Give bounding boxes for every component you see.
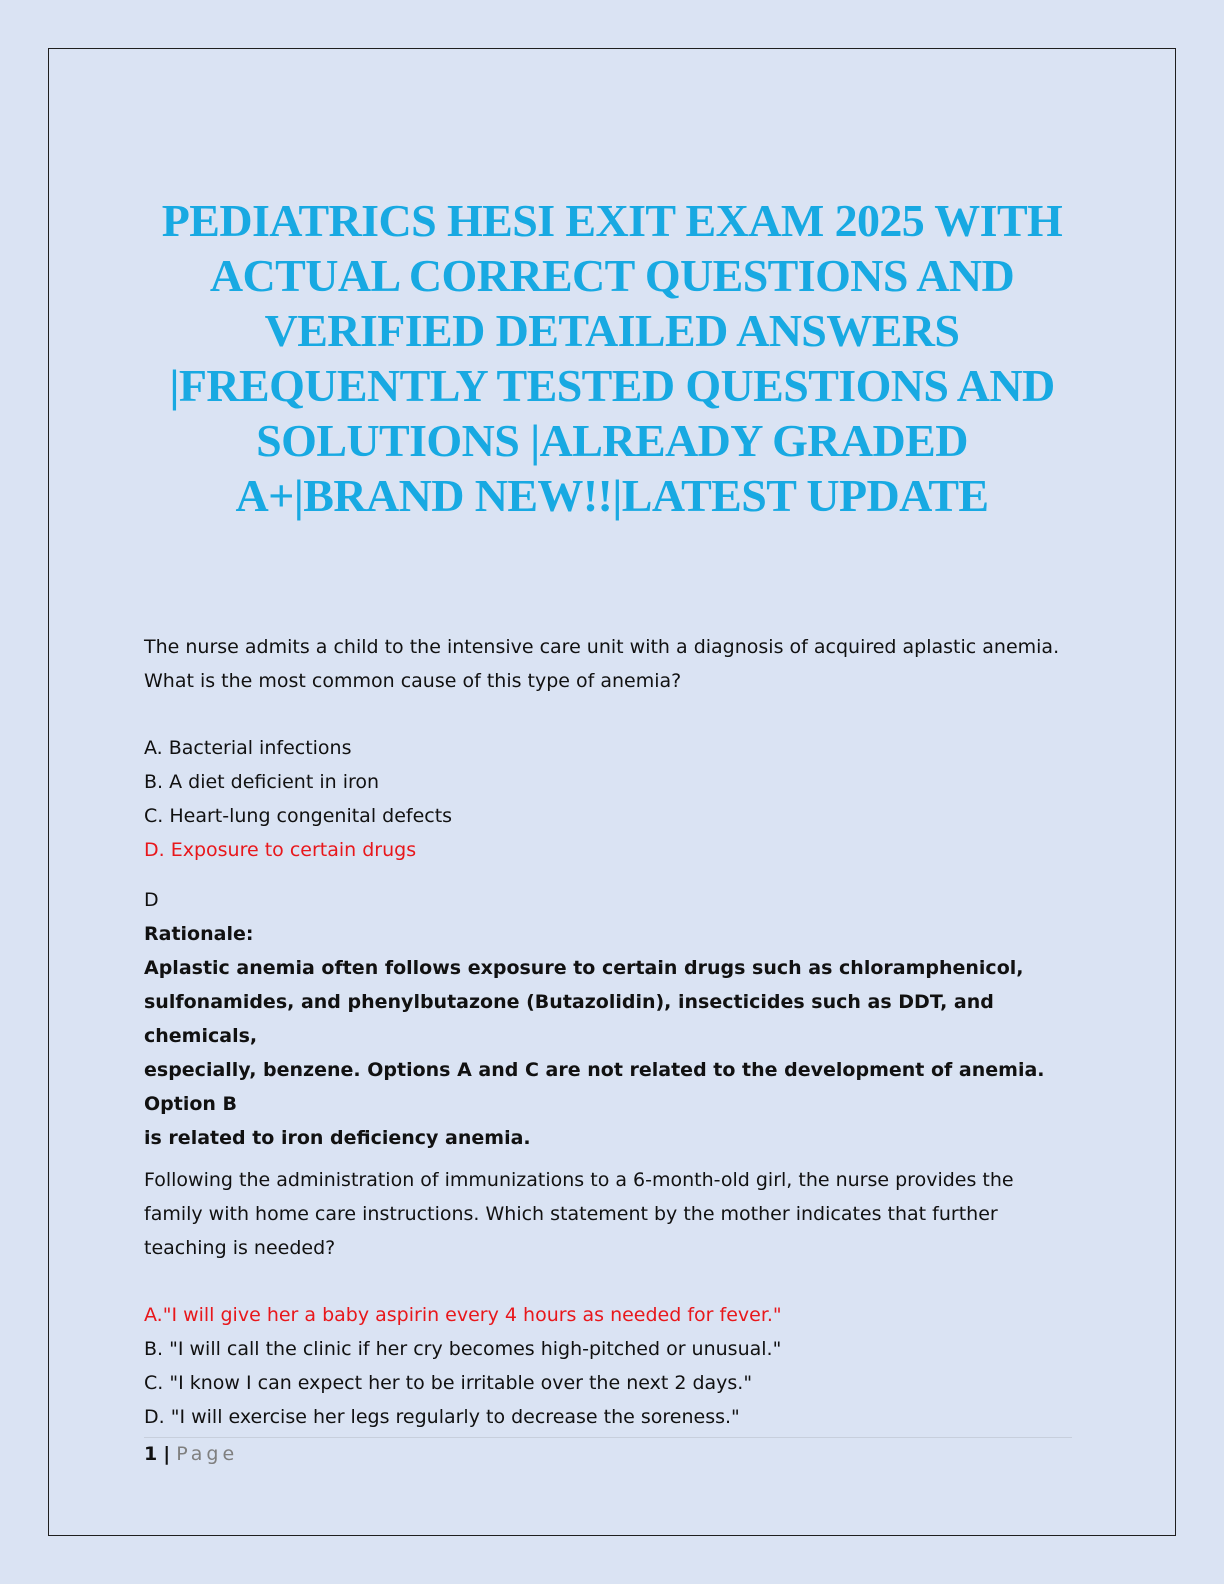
stem-line: family with home care instructions. Which statement by the mother indicates that further: [144, 1203, 998, 1225]
question-1-rationale: [144, 951, 1084, 1155]
page-label: Page: [176, 1443, 239, 1465]
option-b: B. A diet deficient in iron: [144, 771, 380, 793]
footer-divider: [144, 1437, 1072, 1438]
rationale-line: especially, benzene. Options A and C are not related to the development of anemia. Option B: [144, 1059, 1045, 1115]
title-line: A+|BRAND NEW!!|LATEST UPDATE: [235, 470, 989, 521]
page-number: 1: [144, 1443, 158, 1465]
rationale-line: Aplastic anemia often follows exposure to certain drugs such as chloramphenicol,: [144, 957, 1024, 979]
document-title: [120, 193, 1104, 523]
title-line: |FREQUENTLY TESTED QUESTIONS AND: [169, 360, 1055, 411]
document-body: [144, 630, 1084, 1434]
title-line: VERIFIED DETAILED ANSWERS: [264, 305, 960, 356]
page-footer: [144, 1440, 238, 1468]
question-2-options: [144, 1298, 1084, 1434]
stem-line: What is the most common cause of this type of anemia?: [144, 670, 682, 692]
rationale-label: Rationale:: [144, 923, 254, 945]
footer-separator: |: [163, 1443, 171, 1465]
stem-line: The nurse admits a child to the intensive care unit with a diagnosis of acquired aplastic anemia.: [144, 636, 1060, 658]
rationale-line: is related to iron deficiency anemia.: [144, 1127, 531, 1149]
option-d: D. "I will exercise her legs regularly to decrease the soreness.": [144, 1406, 740, 1428]
option-a-correct: A."I will give her a baby aspirin every 4 hours as needed for fever.": [144, 1304, 782, 1326]
title-line: PEDIATRICS HESI EXIT EXAM 2025 WITH: [161, 195, 1063, 246]
option-c: C. Heart-lung congenital defects: [144, 805, 453, 827]
option-d-correct: D. Exposure to certain drugs: [144, 839, 417, 861]
option-b: B. "I will call the clinic if her cry becomes high-pitched or unusual.": [144, 1338, 782, 1360]
rationale-line: sulfonamides, and phenylbutazone (Butazolidin), insecticides such as DDT, and chemicals,: [144, 991, 994, 1047]
question-1-options: [144, 731, 1084, 867]
stem-line: Following the administration of immunizations to a 6-month-old girl, the nurse provides the: [144, 1169, 1014, 1191]
question-1-stem: [144, 630, 1084, 698]
option-c: C. "I know I can expect her to be irritable over the next 2 days.": [144, 1372, 753, 1394]
question-1-answer: D: [144, 889, 159, 911]
stem-line: teaching is needed?: [144, 1237, 336, 1259]
title-line: SOLUTIONS |ALREADY GRADED: [256, 415, 968, 466]
title-line: ACTUAL CORRECT QUESTIONS AND: [209, 250, 1015, 301]
question-2-stem: [144, 1163, 1084, 1265]
option-a: A. Bacterial infections: [144, 737, 352, 759]
